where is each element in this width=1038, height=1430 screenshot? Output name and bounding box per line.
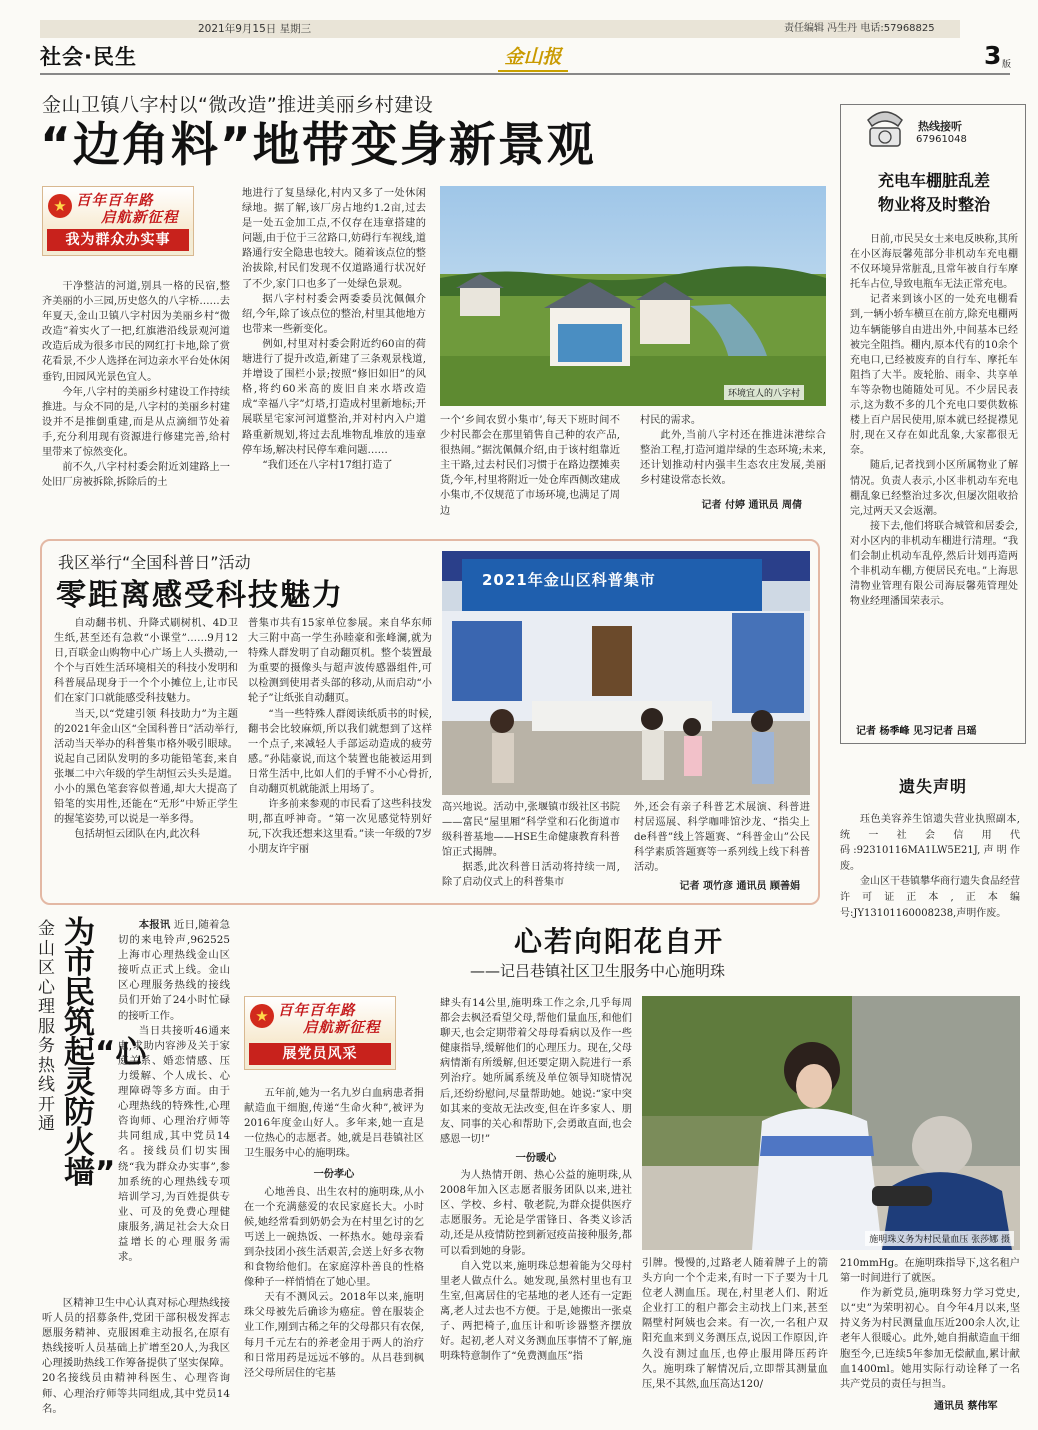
village-photo-image (440, 186, 826, 406)
party-emblem-icon: ★ (250, 1004, 274, 1028)
masthead (40, 20, 1010, 76)
volunteer-photo (642, 996, 1020, 1250)
hotline-byline: 记者 杨季峰 见习记者 吕瑶 (856, 726, 977, 737)
badge-slogan-2: 启航新征程 (101, 209, 179, 226)
main-col-3: 一个‘乡间农贸小集市’,每天下班时间不少村民都会在那里销售自己种的农产品,很热闹。”据沈佩佩介绍,由于该村组靠近主干路,过去村民们习惯于在路边摆摊卖货,今年,村里将附近一处仓库西侧改建成小集市,不仅规范了市场环境,也满足了周边 (440, 415, 620, 517)
hotline-label: 热线接听 (918, 120, 962, 133)
main-col-1: 干净整洁的河道,别具一格的民宿,整齐美丽的小三园,历史悠久的八字桥……去年夏天,金山卫镇八字村因为美丽乡村“微改造”着实火了一把,红旗港沿线景观河道改造后成为很多市民的网红打卡地,除了赏花看景,不少人选择在河边亲水平台处休闲垂钓,田园风光景色宜人。 今年,八字村的美丽乡村建设工作持续推进。与众不同的是,八字村的美丽乡村建设并不是推倒重建,而是从点滴细节处着手,充分利用现有资源进行修建完善,给村里带来了惊然变化。 前不久,八字村村委会附近刘建路上一处旧厂房被拆除,拆除后的土 (42, 281, 230, 489)
science-banner-text: 2021年金山区科普集市 (482, 571, 656, 589)
badge-label: 展党员风采 (249, 1043, 391, 1065)
science-fair-photo (442, 551, 810, 795)
main-col-4: 村民的需求。 此外,当前八字村还在推进沫港综合整治工程,打造河道岸绿的生态环境;未来,还计划推动村内强丰生态农庄发展,美丽乡村建设常态长效。 记者 付婷 通讯员 周倩 (640, 413, 826, 527)
section-title: 社会·民生 (40, 45, 137, 69)
subhead-filial: 一份孝心 (313, 1169, 355, 1181)
science-kicker: 我区举行“全国科普日”活动 (58, 553, 251, 572)
science-byline: 记者 项竹彦 通讯员 顾善娟 (679, 881, 800, 893)
notice-body: 珏色美容养生馆遗失营业执照副本,统一社会信用代码:92310116MA1LW5E21J,声明作废。 金山区干巷镇攀华商行遗失食品经营许可证正本,正本编号:JY13101160008238,声明作废。 (840, 814, 1020, 919)
science-col-3: 高兴地说。活动中,张堰镇市级社区书院——富民“屋里厢”科学堂和石化街道市级科普基地——HSE生命健康教育科普馆正式揭牌。 据悉,此次科普日活动将持续一周,除了启动仪式上的科普集市 (442, 802, 620, 889)
badge-slogan-1: 百年百年路 (278, 1002, 356, 1019)
volunteer-photo-caption: 施明珠义务为村民量血压 张莎娜 摄 (865, 1231, 1014, 1246)
volunteer-headline: 心若向阳花自开 (514, 925, 725, 958)
science-col-1: 自动翻书机、升降式刷树机、4D卫生纸,甚至还有急救“小课堂”……9月12日,百联金山购物中心广场上人头攒动,一个个与百姓生活环境相关的科技小发明和科普展品现身于一个个小摊位上,让市民们在家门口就能感受科技魅力。 当天,以“党建引领 科技助力”为主题的2021年金山区“全国科普日”活动举行,活动当天举办的科普集市格外吸引眼球。说起自己团队发明的多功能铅笔套,来自张堰二中六年级的学生胡恒云头头是道。小小的黑色笔套容似普通,却大大提高了铅笔的实用性,还能在“无形”中矫正学生的握笔姿势,可以说是一举多得。 包括胡恒云团队在内,此次科 (54, 618, 238, 841)
main-headline: “边角料”地带变身新景观 (40, 118, 596, 173)
hotline-body: 日前,市民吴女士来电反映称,其所在小区海辰馨苑部分非机动车充电棚不仅环境异常脏乱,且常年被自行车摩托车占位,导致电瓶车无法正常充电。 记者来到该小区的一处充电棚看到,一辆小轿车横亘在前方,除充电棚两边车辆能够自由进出外,中间基本已经被完全阻挡。棚内,原本代有的10余个充电口,已经被废弃的自行车、摩托车阻挡了大半。废轮胎、雨伞、共享单车等杂物也随随处可见。不少居民表示,这为数不多的几个充电口要供数栋楼上百户居民使用,原本就已经捉襟见肘,现在又存在如此乱象,大家都很无奈。 随后,记者找到小区所属物业了解情况。负责人表示,小区非机动车充电棚乱象已经整治过多次,但屡次阻收拾完,过两天又会返潮。 接下去,他们将联合城管和居委会,对小区内的非机动车棚进行清理。“我们会制止机动车乱停,然后计划再造两个非机动车棚,方便居民充电。”上海思清物业管理有限公司海辰馨苑管理处物业经理潘国荣表示。 (850, 234, 1018, 608)
party-badge-volunteer (244, 996, 396, 1070)
page-number: 3 (984, 41, 1002, 70)
badge-slogan-2: 启航新征程 (303, 1019, 381, 1036)
party-emblem-icon: ★ (48, 194, 72, 218)
volunteer-col-3: 引牌。慢慢的,过路老人随着牌子上的箭头方向一个个走来,有时一下子要为十几位老人测血压。现在,村里老人们、附近企业打工的租户都会主动找上门来,甚至隔壁村阿姨也会来。有一次,一名租户双阳充血来到义务测压点,说因工作原因,许久没有测过血压,也停止服用降压药许久。施明珠了解情况后,立即帮其测量血压,果不其然,血压高达120/ (642, 1258, 828, 1390)
science-headline: 零距离感受科技魅力 (56, 578, 344, 613)
subhead-warmth: 一份暖心 (515, 1152, 557, 1164)
volunteer-col-4: 210mmHg。在施明珠指导下,这名租户第一时间进行了就医。 作为新党员,施明珠努力学习党史,以“史”为荣明初心。自今年4月以来,坚持义务为村民测量血压近200余人次,让老年人很暖心。此外,她自捐献造血干细胞至今,已连续5年参加无偿献血,累计献血1400ml。她用实际行动诠释了一名共产党员的责任与担当。 (840, 1258, 1020, 1390)
telephone-icon (862, 106, 908, 150)
hotline-title-1: 充电车棚脏乱差 (877, 171, 990, 190)
village-photo (440, 186, 826, 406)
volunteer-col-2: 肆头有14公里,施明珠工作之余,几乎每周都会去枫泾看望父母,帮他们量血压,和他们聊天,也会定期带着父母母看病以及作一些健康指导,缓解他们的心理压力。现在,父母病情渐有所缓解,但还要定期入院进行一系列治疗。她所属系统及单位领导知晓情况后,还纷纷慰问,尽量帮助她。她说:“家中突如其来的变故无法改变,但在许多家人、朋友、同事的关心和帮助下,会勇敢直面,也会感恩一切!” 一份暖心 为人热情开朗、热心公益的施明珠,从2008年加入区志愿者服务团队以来,进社区、学校、乡村、敬老院,为群众提供医疗志愿服务。无论是学雷锋日、各类义诊活动,还是从疫情防控到新冠疫苗接种服务,都可以看到她的身影。 自入党以来,施明珠总想着能为父母村里老人做点什么。她发现,虽然村里也有卫生室,但离居住的宅基地的老人还有一定距离,老人过去也不方便。于是,她搬出一张桌子、两把椅子,血压计和听诊器整齐摆放好。起初,老人对义务测血压事情不了解,施明珠特意制作了“免费测血压”指 (440, 998, 632, 1363)
psych-kicker: 金山区心理服务热线开通 (38, 919, 55, 1134)
newspaper-logo: 金山报 (498, 44, 568, 72)
badge-slogan-1: 百年百年路 (76, 192, 154, 209)
party-badge-main (42, 186, 194, 256)
volunteer-byline: 通讯员 蔡伟军 (930, 1397, 997, 1412)
main-kicker: 金山卫镇八字村以“微改造”推进美丽乡村建设 (42, 94, 434, 116)
editor-info: 责任编辑 冯生丹 电话:57968825 (784, 23, 935, 34)
volunteer-subhead: ——记吕巷镇社区卫生服务中心施明珠 (470, 962, 726, 980)
hotline-number: 67961048 (916, 134, 967, 145)
volunteer-col-1: 五年前,她为一名九岁白血病患者捐献造血干细胞,传递“生命火种”,被评为2016年度金山好人。多年来,她一直是一位热心的志愿者。她,就是吕巷镇社区卫生服务中心的施明珠。 一份孝心 心地善良、出生农村的施明珠,从小在一个充满慈爱的农民家庭长大。小时候,她经常看到奶奶会为在村里乞讨的乞丐送上一碗热饭、一杯热水。她母亲看到杂技团小孩生活艰苦,会送上好多衣物和食物给他们。在家庭淳朴善良的性格像种子一样悄悄在了她心里。 天有不测风云。2018年以来,施明珠父母被先后确诊为癌症。曾在服装企业工作,刚到古稀之年的父母都只有农保,每月千元左右的养老金用于两人的治疗和日常用药是远远不够的。从吕巷到枫泾父母所居住的宅基 (244, 1088, 424, 1379)
main-byline: 记者 付婷 通讯员 周倩 (701, 500, 802, 512)
hotline-title-2: 物业将及时整治 (877, 195, 990, 214)
psych-lead: 本报讯 (138, 919, 171, 931)
psych-body-top: 本报讯 近日,随着急切的来电铃声,962525上海市心理热线金山区接听点正式上线。金山区心理服务热线的接线员们开始了24小时忙碌的接听工作。 当日共接听46通来电,求助内容涉及关于家庭关系、婚恋情感、压力缓解、个人成长、心理障碍等多方面。由于心理热线的特殊性,心理咨询师、心理治疗师等共同组成,其中党员14名。接线员们切实围绕“我为群众办实事”,参加系统的心理热线专项培训学习,为百姓提供专业、可及的免费心理健康服务,满足社会大众日益增长的心理服务需求。 (118, 919, 230, 1264)
hotline-header (848, 104, 1020, 156)
masthead-rule (40, 73, 1010, 75)
psych-body-bottom: 区精神卫生中心认真对标心理热线接听人员的招募条件,党团干部积极发挥志愿服务精神、克服困难主动报名,在原有热线接听人员基础上扩增至20人,为我区心理援助热线工作筹备提供了坚实保障。20名接线员由精神科医生、心理咨询师、心理治疗师等共同组成,其中党员14名。 (42, 1297, 230, 1415)
science-col-4: 外,还会有亲子科普艺术展演、科普进村居巡展、科学咖啡馆沙龙、“指尖上de科普”线上答题赛、“科普金山”公民科学素质答题赛等一系列线上线下科普活动。 记者 项竹彦 通讯员 顾善娟 (634, 800, 810, 896)
notice-title: 遗失声明 (898, 777, 967, 796)
main-col-2: 地进行了复垦绿化,村内又多了一处休闲绿地。据了解,该厂房占地约1.2亩,过去是一处五金加工点,不仅存在违章搭建的问题,由于位于三岔路口,妨碍行车视线,道路通行安全隐患也较大。随着该点位的整治拔除,村民们发现不仅道路通行状况好了不少,家门口也多了一处绿色景观。 据八字村村委会两委委员沈佩佩介绍,今年,除了该点位的整治,村里其他地方也带来一些新变化。 例如,村里对村委会附近约60亩的荷塘进行了提升改造,新建了三条观景栈道,并增设了围栏小景;按照“修旧如旧”的风格,将约60米高的废旧自来水塔改造成“幸福八字”灯塔,打造成村里新地标;开展联星宅家河河道整治,并对村内入户道路重新规划,将过去乱堆物乱堆放的违章停车场,解决村民停车难问题…… “我们还在八字村17组打造了 (242, 188, 426, 471)
volunteer-photo-image (642, 996, 1020, 1250)
psych-headline: 为市民筑起“心灵防火墙” (64, 915, 147, 1191)
village-photo-caption: 环境宜人的八字村 (724, 385, 804, 400)
page-suffix: 版 (1002, 60, 1012, 70)
science-col-2: 普集市共有15家单位参展。来自华东师大三附中高一学生孙睦豪和张峰澜,就为特殊人群发明了自动翻页机。整个装置最为重要的摄像头与超声波传感器组件,可以检测到使用者头部的移动,从而启动“小轮子”让纸张自动翻页。 “当一些特殊人群阅读纸质书的时候,翻书会比较麻烦,所以我们就想到了这样一个点子,来减轻人手部运动造成的疲劳感。”孙陆豪说,而这个装置也能被运用到日常生活中,比如人们的手臂不小心骨折,自动翻页机就能派上用场了。 许多前来参观的市民看了这些科技发明,都直呼神奇。“第一次见感觉特别好玩,下次我还想来这里看。”读一年级的7岁小朋友许宇丽 (248, 618, 432, 856)
badge-label: 我为群众办实事 (47, 229, 189, 251)
issue-date: 2021年9月15日 星期三 (40, 20, 960, 38)
